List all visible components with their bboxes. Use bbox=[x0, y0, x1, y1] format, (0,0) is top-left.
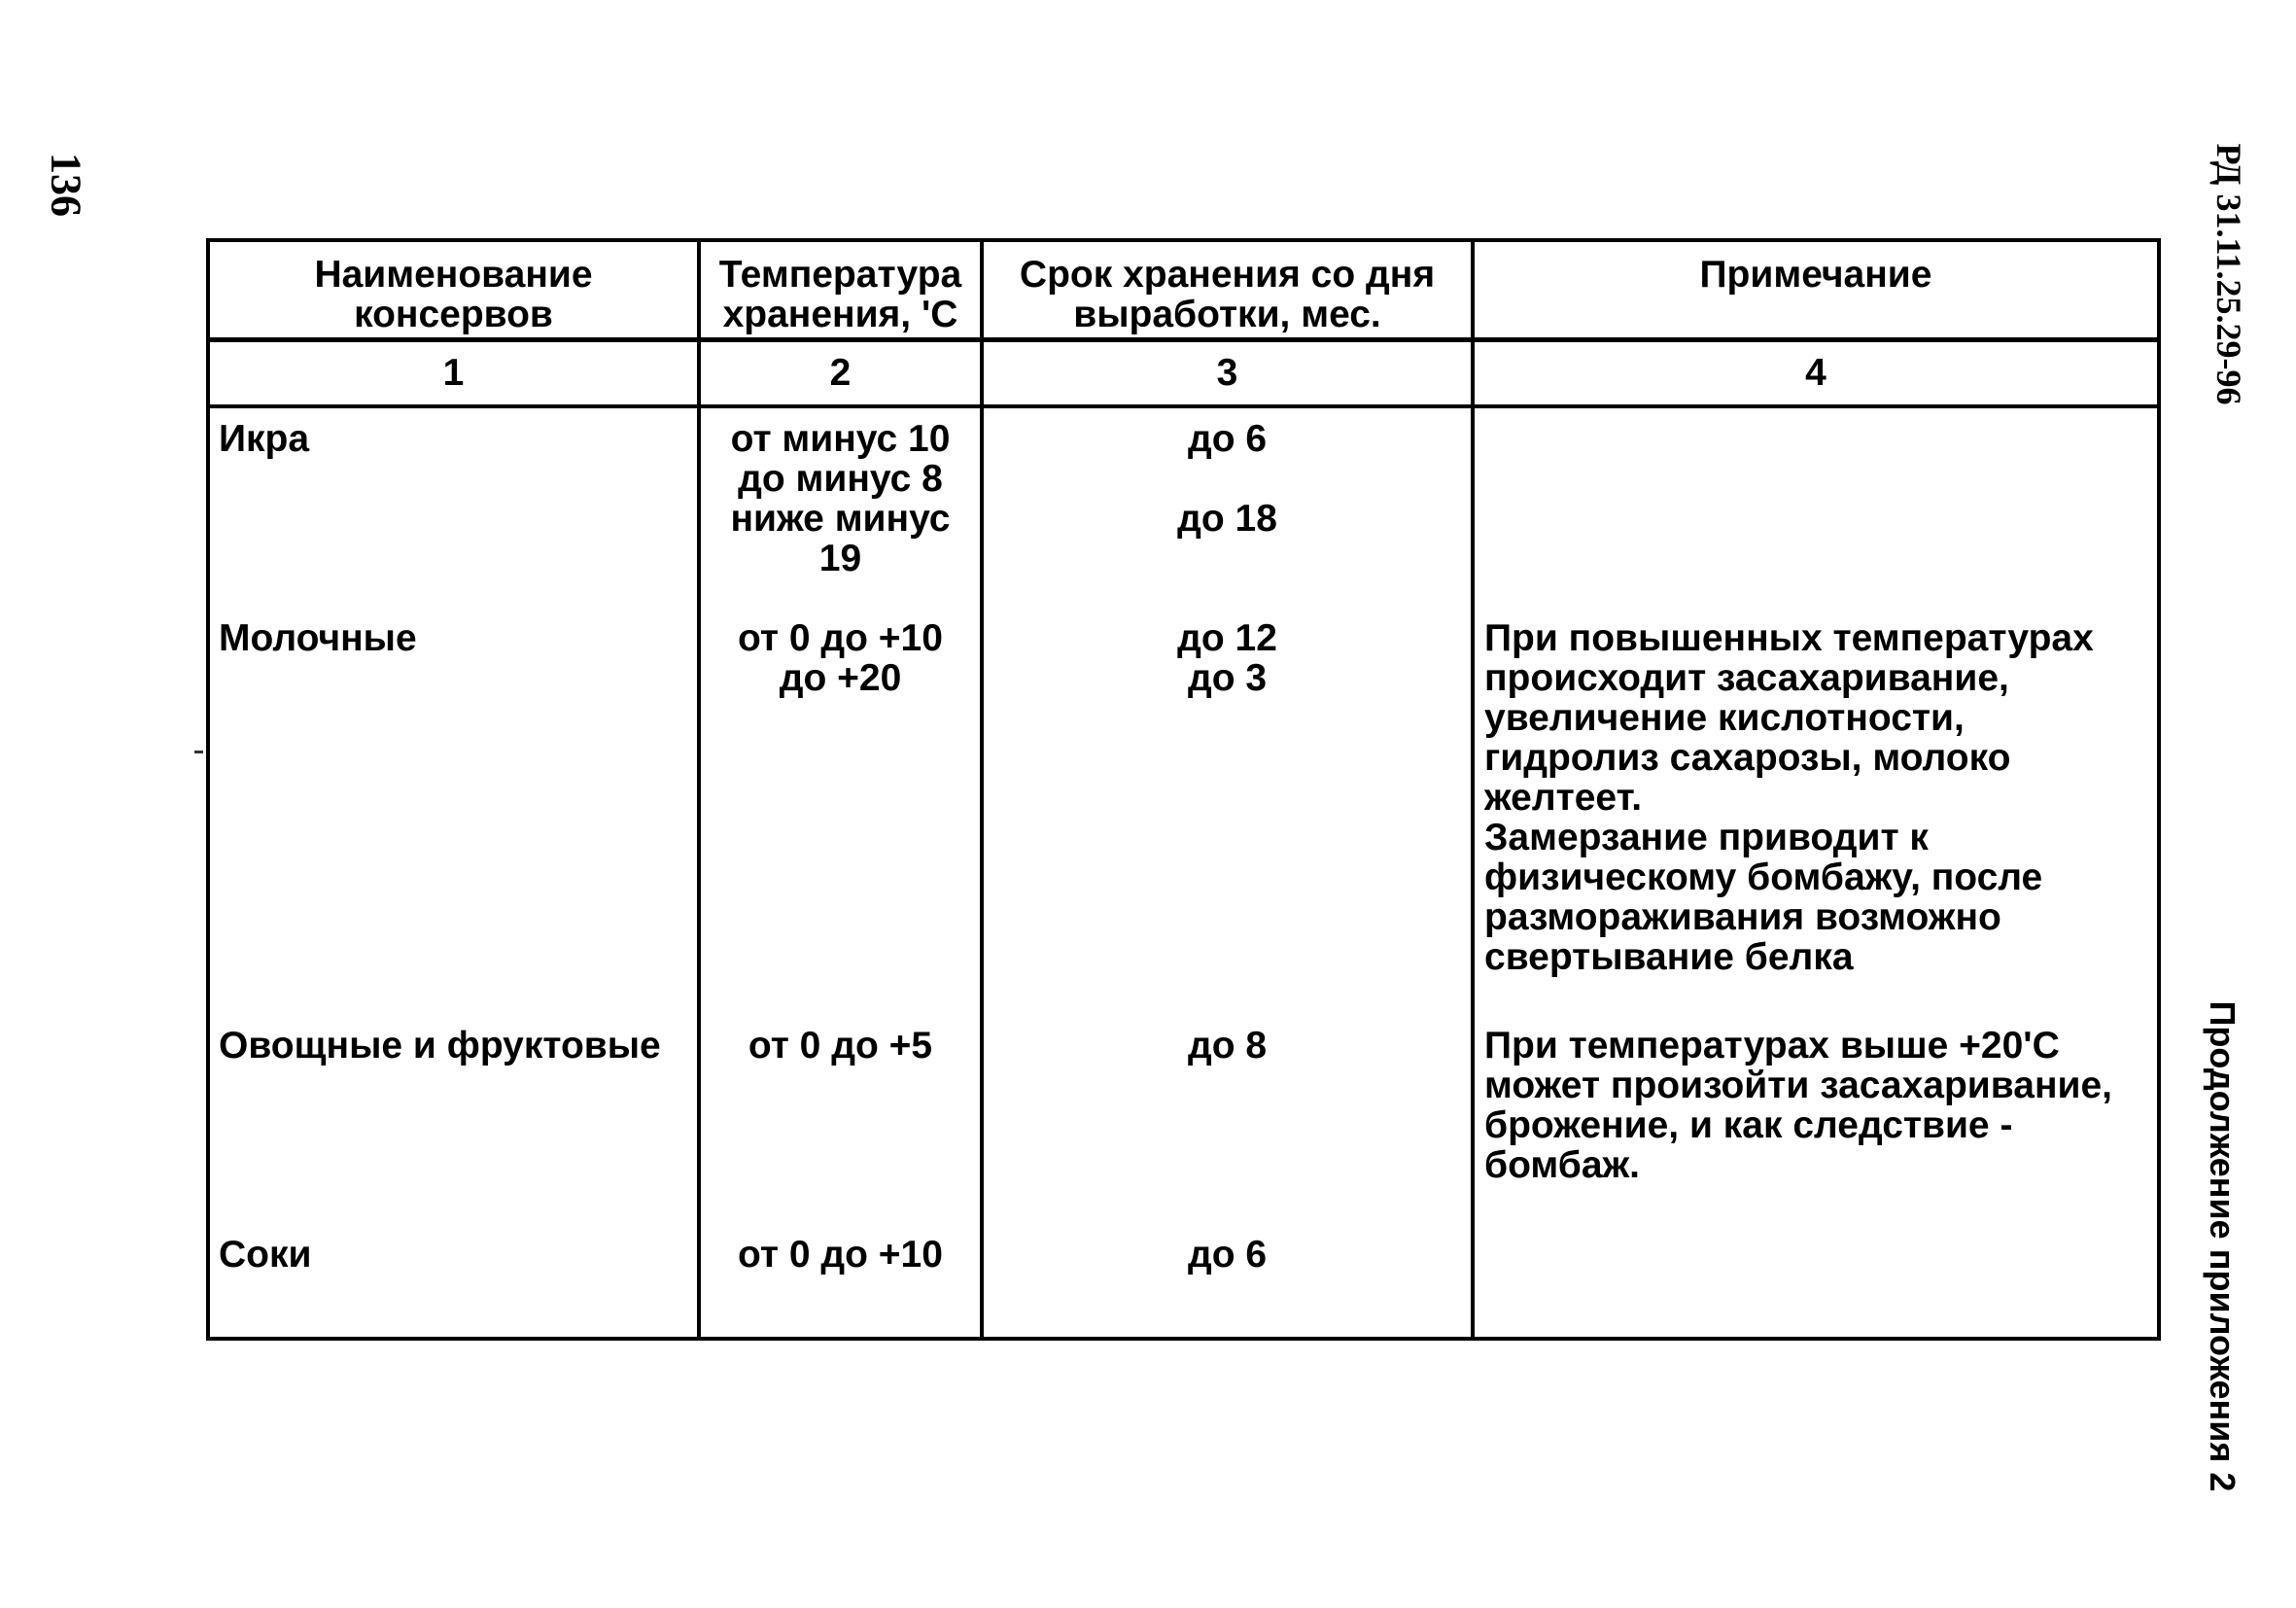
shelf-life-cell bbox=[982, 1015, 1473, 1224]
header-cell-temperature bbox=[699, 240, 982, 339]
scan-mark bbox=[194, 751, 203, 753]
header-text: Примечание bbox=[1699, 254, 1932, 296]
note-cell bbox=[1473, 608, 2159, 1015]
note-line: При температурах выше +20'С bbox=[1484, 1024, 2060, 1066]
column-number-row bbox=[208, 339, 2159, 406]
document-code: РД 31.11.25.29-96 bbox=[2209, 143, 2248, 405]
header-row bbox=[208, 240, 2159, 339]
shelf-life-cell bbox=[982, 406, 1473, 608]
note-line: Замерзание приводит к bbox=[1484, 816, 1929, 858]
page-number: 136 bbox=[42, 153, 90, 217]
note-line: увеличение кислотности, bbox=[1484, 696, 1965, 739]
temperature-line: до минус 8 bbox=[738, 457, 943, 500]
header-text: хранения, 'С bbox=[722, 294, 958, 335]
shelf-life-spacer bbox=[984, 459, 1471, 499]
temperature-cell bbox=[699, 406, 982, 608]
note-line: бомбаж. bbox=[1484, 1143, 1640, 1186]
temperature-line: 19 bbox=[818, 537, 862, 579]
shelf-life-line: до 12 bbox=[1177, 616, 1277, 659]
shelf-life-cell bbox=[982, 1224, 1473, 1339]
shelf-life-line: до 18 bbox=[1177, 497, 1277, 540]
table-row bbox=[208, 608, 2159, 1015]
column-number: 2 bbox=[699, 339, 982, 406]
note-line: гидролиз сахарозы, молоко bbox=[1484, 736, 2011, 779]
temperature-cell bbox=[699, 608, 982, 1015]
header-text: Наименование bbox=[314, 254, 593, 296]
column-number: 4 bbox=[1473, 339, 2159, 406]
table-row bbox=[208, 1015, 2159, 1224]
product-name: Икра bbox=[208, 406, 699, 608]
header-cell-name bbox=[208, 240, 699, 339]
temperature-line: от минус 10 bbox=[730, 417, 951, 460]
temperature-line: от 0 до +10 bbox=[738, 616, 943, 659]
shelf-life-line: до 6 bbox=[1187, 417, 1268, 460]
note-line: брожение, и как следствие - bbox=[1484, 1103, 2013, 1146]
storage-table bbox=[206, 238, 2161, 1341]
note-cell bbox=[1473, 1015, 2159, 1224]
header-text: Срок хранения со дня bbox=[1019, 254, 1436, 296]
header-cell-note bbox=[1473, 240, 2159, 339]
shelf-life-line: до 8 bbox=[1187, 1024, 1268, 1066]
appendix-continuation-label: Продолжение приложения 2 bbox=[2203, 1000, 2243, 1492]
note-line: При повышенных температурах bbox=[1484, 616, 2094, 659]
temperature-cell bbox=[699, 1015, 982, 1224]
note-cell bbox=[1473, 406, 2159, 608]
note-cell bbox=[1473, 1224, 2159, 1339]
product-name: Соки bbox=[208, 1224, 699, 1339]
column-number: 3 bbox=[982, 339, 1473, 406]
note-line: происходит засахаривание, bbox=[1484, 656, 2009, 699]
note-line: свертывание белка bbox=[1484, 935, 1854, 978]
temperature-line: от 0 до +5 bbox=[748, 1024, 933, 1066]
note-line: может произойти засахаривание, bbox=[1484, 1064, 2112, 1106]
product-name: Молочные bbox=[208, 608, 699, 1015]
note-line: физическому бомбажу, после bbox=[1484, 856, 2043, 898]
temperature-line: от 0 до +10 bbox=[738, 1233, 943, 1276]
column-number: 1 bbox=[208, 339, 699, 406]
shelf-life-cell bbox=[982, 608, 1473, 1015]
shelf-life-line: до 6 bbox=[1187, 1233, 1268, 1276]
product-name: Овощные и фруктовые bbox=[208, 1015, 699, 1224]
temperature-cell bbox=[699, 1224, 982, 1339]
shelf-life-line: до 3 bbox=[1187, 656, 1268, 699]
table-row bbox=[208, 406, 2159, 608]
header-text: консервов bbox=[354, 294, 553, 335]
header-text: выработки, мес. bbox=[1073, 294, 1381, 335]
temperature-line: ниже минус bbox=[730, 497, 951, 540]
note-line: желтеет. bbox=[1484, 776, 1643, 819]
note-line: размораживания возможно bbox=[1484, 895, 2001, 938]
header-cell-shelf-life bbox=[982, 240, 1473, 339]
header-text: Температура bbox=[718, 254, 962, 296]
temperature-line: до +20 bbox=[779, 656, 902, 699]
table-row bbox=[208, 1224, 2159, 1339]
